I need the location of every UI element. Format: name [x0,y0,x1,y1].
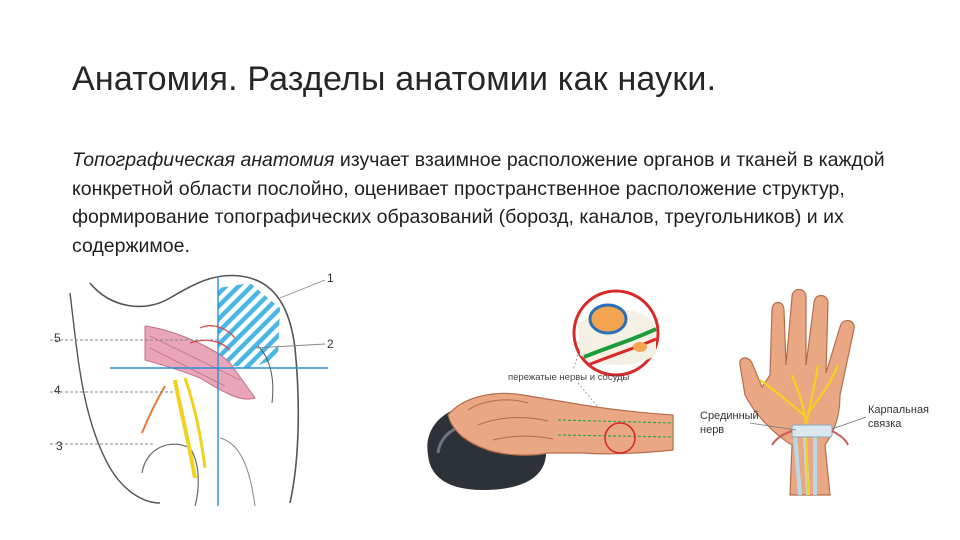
slide-title: Анатомия. Разделы анатомии как науки. [72,60,717,98]
label-3: 3 [56,439,63,453]
hand-mouse-illustration [408,285,688,495]
label-carpal-ligament-1: Карпальная [868,404,930,416]
topographic-anatomy-diagram [50,268,350,508]
inset-caption: пережатые нервы и сосуды [508,372,630,383]
body-description: изучает взаимное расположение органов и тканей в каждой конкретной области послойно, оценивает пространственное расположение структур, формирование топографических образований (борозд, каналов, треугольников) и их содержимое. [72,149,885,257]
compressed-structures-inset [574,291,658,375]
label-5: 5 [54,331,61,345]
label-4: 4 [54,383,61,397]
label-1: 1 [327,271,334,285]
label-carpal-ligament-2: связка [868,418,902,430]
carpal-tunnel-diagram [700,285,945,500]
label-median-nerve-2: нерв [700,424,725,436]
slide-body-text [72,146,902,260]
body-term: Топографическая анатомия [72,149,335,171]
label-2: 2 [327,337,334,351]
label-median-nerve-1: Срединный [700,410,759,422]
